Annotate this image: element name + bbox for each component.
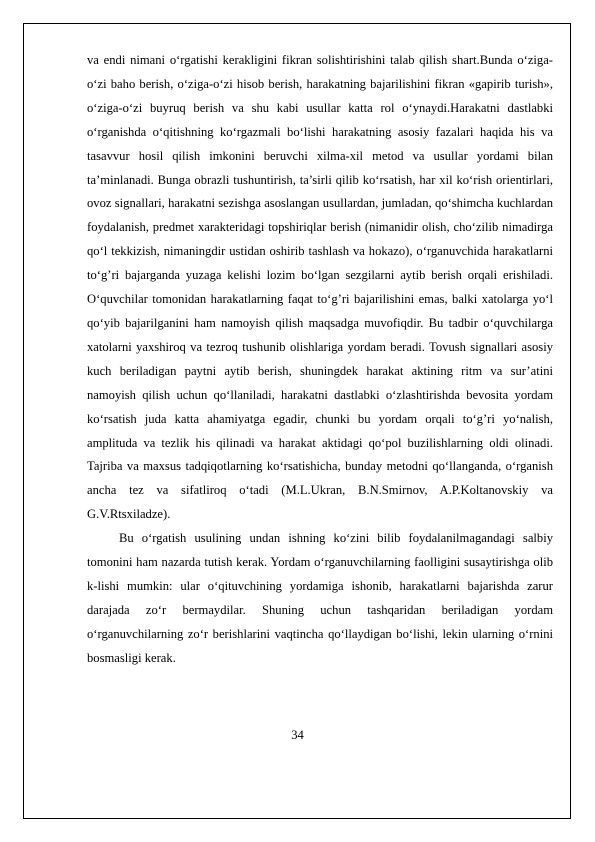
- paragraph-2: Bu o‘rgatish usulining undan ishning ko‘zini bilib foydalanilmagandagi salbiy tomonini ham nazarda tutish kerak. Yordam o‘rganuvchilarning faolligini susaytirishga olib k-lishi mumkin: ular o‘qituvchining yordamiga ishonib, harakatlarni bajarishda zarur darajada zo‘r bermaydilar. Shuning uchun tashqaridan beriladigan yordam o‘rganuvchilarning zo‘r berishlarini vaqtincha qo‘llaydigan bo‘lishi, lekin ularning o‘rnini bosmasligi kerak.: [87, 531, 553, 665]
- paragraph-1: va endi nimani o‘rgatishi kerakligini fikran solishtirishini talab qilish shart.Bunda o‘ziga-o‘zi baho berish, o‘ziga-o‘zi hisob berish, harakatning bajarilishini fikran «gapirib turish», o‘ziga-o‘zi buyruq berish va shu kabi usullar katta rol o‘ynaydi.Harakatni dastlabki o‘rganishda o‘qitishning ko‘rgazmali bo‘lishi harakatning asosiy fazalari haqida his va tasavvur hosil qilish imkonini beruvchi xilma-xil metod va usullar yordami bilan ta’minlanadi. Bunga obrazli tushuntirish, ta’sirli qilib ko‘rsatish, har xil ko‘rish orientirlari, ovoz signallari, harakatni sezishga asoslangan usullardan, jumladan, qo‘shimcha kuchlardan foydalanish, predmet xarakteridagi topshiriqlar berish (nimanidir olish, cho‘zilib nimadirga qo‘l tekkizish, nimaningdir ustidan oshirib tashlash va hokazo), o‘rganuvchida harakatlarni to‘g’ri bajarganda yuzaga kelishi lozim bo‘lgan sezgilarni aytib berish orqali erishiladi. O‘quvchilar tomonidan harakatlarning faqat to‘g’ri bajarilishini emas, balki xatolarga yo‘l qo‘yib bajarilganini ham namoyish qilish maqsadga muvofiqdir. Bu tadbir o‘quvchilarga xatolarni yaxshiroq va tezroq tushunib olishlariga yordam beradi. Tovush signallari asosiy kuch beriladigan paytni aytib berish, shuningdek harakat aktining ritm va sur’atini namoyish qilish uchun qo‘llaniladi, harakatni dastlabki o‘zlashtirishda bevosita yordam ko‘rsatish juda katta ahamiyatga egadir, chunki bu yordam orqali to‘g’ri yo‘nalish, amplituda va tezlik his qilinadi va harakat aktidagi qo‘pol buzilishlarning oldi olinadi. Tajriba va maxsus tadqiqotlarning ko‘rsatishicha, bunday metodni qo‘llanganda, o‘rganish ancha tez va sifatliroq o‘tadi (M.L.Ukran, B.N.Smirnov, A.P.Koltanovskiy va G.V.Rtsxiladze).: [87, 53, 553, 522]
- document-body: [87, 49, 553, 671]
- page-number: 34: [291, 728, 304, 742]
